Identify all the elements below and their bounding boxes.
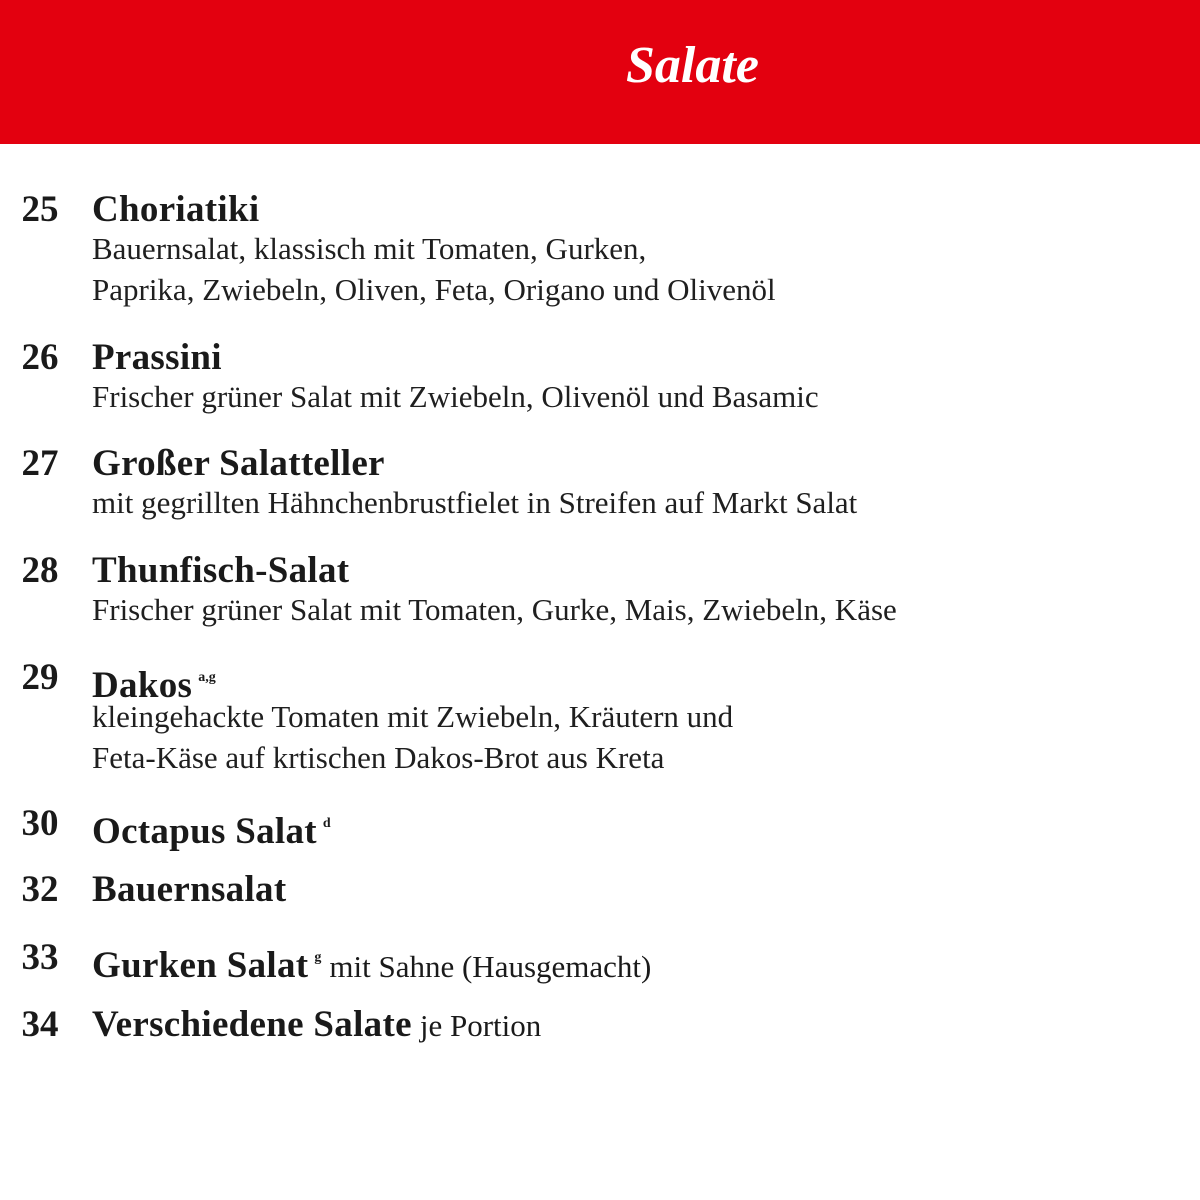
item-number: 30: [21, 803, 59, 844]
menu-item: [0, 549, 1200, 634]
item-number: 32: [21, 869, 59, 910]
item-description: [92, 589, 897, 630]
allergen-marker: a,g: [198, 670, 216, 685]
menu-item: [0, 868, 1200, 912]
description-line: mit gegrillten Hähnchenbrustfielet in Streifen auf Markt Salat: [92, 485, 858, 520]
item-description: [92, 376, 819, 417]
item-name: Prassini: [92, 337, 222, 378]
item-number: 26: [21, 337, 59, 378]
item-title-line: [92, 936, 651, 995]
item-description: [92, 696, 733, 778]
description-line: kleingehackte Tomaten mit Zwiebeln, Kräutern und: [92, 699, 734, 734]
item-name: Choriatiki: [92, 189, 260, 230]
item-name: Dakos: [92, 665, 193, 706]
item-title-line: [92, 868, 286, 919]
item-description: [92, 482, 857, 523]
menu-item: [0, 936, 1200, 986]
item-suffix: je Portion: [419, 1008, 542, 1043]
item-title-line: [92, 802, 331, 861]
item-number: 29: [21, 657, 59, 698]
item-number: 27: [21, 443, 59, 484]
menu-item: [0, 802, 1200, 852]
description-line: Frischer grüner Salat mit Zwiebeln, Olivenöl und Basamic: [92, 379, 819, 414]
menu-item: [0, 336, 1200, 421]
item-name: Bauernsalat: [92, 869, 287, 910]
item-description: [92, 228, 776, 310]
description-line: Feta-Käse auf krtischen Dakos-Brot aus Kreta: [92, 740, 665, 775]
menu-item: [0, 1003, 1200, 1047]
item-number: 25: [21, 189, 59, 230]
header-bar: [0, 0, 1200, 144]
item-title-line: [92, 1003, 541, 1054]
item-suffix: mit Sahne (Hausgemacht): [329, 949, 652, 984]
allergen-marker: d: [322, 816, 331, 831]
allergen-marker: g: [314, 950, 322, 965]
item-number: 33: [21, 937, 59, 978]
item-name: Octapus Salat: [92, 811, 317, 852]
menu-item: [0, 656, 1200, 782]
item-name: Thunfisch-Salat: [92, 550, 350, 591]
menu-item: [0, 188, 1200, 314]
menu-item: [0, 442, 1200, 527]
description-line: Bauernsalat, klassisch mit Tomaten, Gurken,: [92, 231, 647, 266]
item-name: Verschiedene Salate: [92, 1004, 412, 1045]
item-name: Großer Salatteller: [92, 443, 385, 484]
description-line: Frischer grüner Salat mit Tomaten, Gurke, Mais, Zwiebeln, Käse: [92, 592, 897, 627]
item-number: 34: [21, 1004, 59, 1045]
item-name: Gurken Salat: [92, 945, 309, 986]
item-number: 28: [21, 550, 59, 591]
page-title: Salate: [626, 37, 759, 94]
description-line: Paprika, Zwiebeln, Oliven, Feta, Origano und Olivenöl: [92, 272, 776, 307]
